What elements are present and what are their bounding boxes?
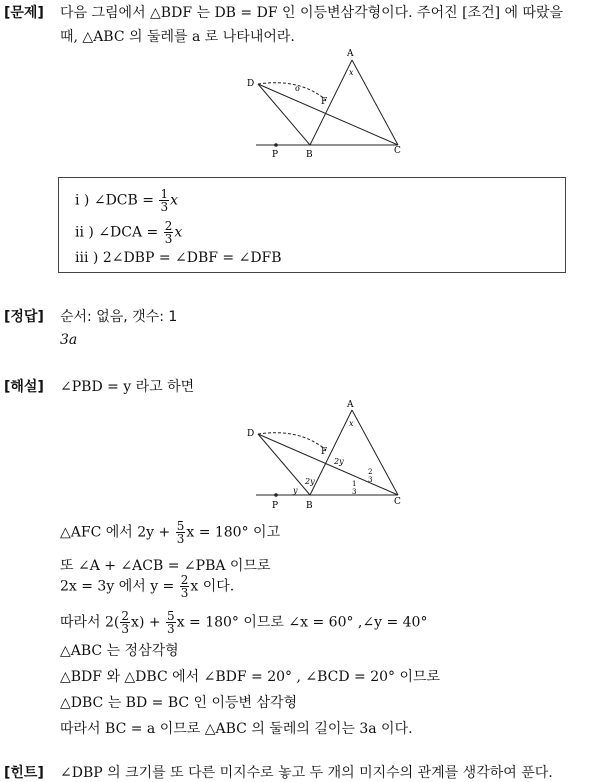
solution-line-5: △ABC 는 정삼각형	[60, 643, 179, 659]
solution-line-4-frac-b	[166, 610, 176, 635]
fig-label-x: x	[349, 68, 354, 77]
condition-2-frac-den: 3	[164, 232, 173, 246]
solution-line-7: △DBC 는 BD = BC 인 이등변 삼각형	[60, 695, 298, 711]
problem-line-2: 때, △ABC 의 둘레를 a 로 나타내어라.	[60, 29, 295, 45]
solution-line-4-frac-a-den: 3	[121, 622, 130, 636]
condition-2-pre: ∠DCA =	[98, 224, 159, 241]
fig-label-b: B	[306, 150, 313, 160]
solution-line-4-frac-a-num: 2	[121, 609, 130, 623]
answer-line-1: 순서: 없음, 갯수: 1	[60, 309, 178, 325]
solution-line-1-post: x = 180° 이고	[186, 524, 281, 541]
condition-1-frac-den: 3	[160, 200, 169, 214]
solution-line-8: 따라서 BC = a 이므로 △ABC 의 둘레의 길이는 3a 이다.	[60, 721, 413, 737]
solution-line-1-frac	[176, 520, 186, 545]
condition-1-num: i )	[75, 192, 90, 209]
sol-fig-label-a: A	[347, 400, 354, 410]
fig-label-f: F	[321, 97, 328, 107]
sol-fig-label-x: x	[349, 419, 354, 428]
solution-line-1-frac-den: 3	[176, 532, 185, 546]
condition-1-frac-num: 1	[160, 187, 169, 201]
condition-2-num: ii )	[75, 224, 94, 241]
fig-label-p: P	[272, 150, 279, 160]
condition-2-post: x	[174, 224, 183, 241]
condition-3-text: 2∠DBP = ∠DBF = ∠DFB	[102, 250, 282, 266]
condition-2-frac	[164, 220, 174, 245]
solution-line-3-post: x 이다.	[190, 578, 235, 595]
solution-line-4-frac-b-num: 5	[167, 609, 175, 623]
sol-fig-label-3a: 3	[368, 476, 373, 484]
solution-line-1-pre: △AFC 에서 2y +	[60, 524, 171, 541]
condition-3	[75, 250, 282, 266]
problem-tag: [문제]	[4, 5, 44, 21]
solution-figure	[0, 398, 592, 518]
solution-line-2: 또 ∠A + ∠ACB = ∠PBA 이므로	[60, 558, 271, 574]
condition-3-num: iii )	[75, 250, 99, 266]
condition-1-pre: ∠DCB =	[93, 192, 154, 209]
condition-2-frac-num: 2	[164, 219, 173, 233]
answer-tag: [정답]	[4, 309, 44, 325]
sol-fig-label-1: 1	[352, 480, 357, 488]
sol-fig-label-d: D	[247, 429, 255, 439]
sol-fig-label-b: B	[306, 501, 313, 511]
sol-fig-label-p: P	[272, 501, 279, 511]
solution-tag: [해설]	[4, 379, 44, 395]
sol-fig-label-2y-b: 2y	[305, 477, 315, 486]
solution-line-4-post: x = 180° 이므로 ∠x = 60° ,∠y = 40°	[176, 614, 428, 631]
solution-line-3-frac-num: 2	[180, 573, 189, 587]
fig-label-a: A	[347, 49, 354, 59]
sol-fig-label-2: 2	[368, 468, 373, 476]
hint-text: ∠DBP 의 크기를 또 다른 미지수로 놓고 두 개의 미지수의 관계를 생각하여 푼다.	[60, 765, 553, 781]
sol-fig-label-2y-a: 2y	[334, 457, 344, 466]
solution-line-3-pre: 2x = 3y 에서 y =	[60, 578, 175, 595]
solution-line-4-mid: x) +	[131, 614, 161, 631]
solution-line-3	[60, 574, 234, 599]
conditions-box	[58, 177, 566, 273]
sol-fig-label-c: C	[394, 497, 401, 507]
solution-line-6: △BDF 와 △DBC 에서 ∠BDF = 20° , ∠BCD = 20° 이므로	[60, 669, 441, 685]
problem-line-1: 다음 그림에서 △BDF 는 DB = DF 인 이등변삼각형이다. 주어진 [조건] 에 따랐을	[60, 5, 564, 21]
sol-fig-label-f: F	[321, 447, 328, 457]
condition-2	[75, 220, 182, 245]
answer-line-2: 3a	[60, 332, 78, 348]
problem-figure	[0, 0, 592, 180]
fig-label-o: o	[295, 84, 300, 93]
solution-line-4-frac-a	[120, 610, 130, 635]
condition-1	[75, 188, 178, 213]
solution-line-3-frac	[180, 574, 190, 599]
solution-line-1-frac-num: 5	[176, 519, 185, 533]
condition-1-frac	[159, 188, 169, 213]
solution-line-4-frac-b-den: 3	[167, 622, 175, 636]
solution-line-4-pre: 따라서 2(	[60, 614, 120, 631]
condition-1-post: x	[170, 192, 178, 209]
solution-intro: ∠PBD = y 라고 하면	[60, 379, 195, 395]
solution-line-3-frac-den: 3	[180, 586, 189, 600]
fig-label-d: D	[247, 79, 255, 89]
fig-label-c: C	[394, 146, 401, 156]
sol-fig-label-y: y	[293, 486, 298, 495]
hint-tag: [힌트]	[4, 765, 44, 781]
solution-line-1	[60, 520, 280, 545]
solution-line-4	[60, 610, 427, 635]
sol-fig-label-3b: 3	[352, 488, 357, 496]
